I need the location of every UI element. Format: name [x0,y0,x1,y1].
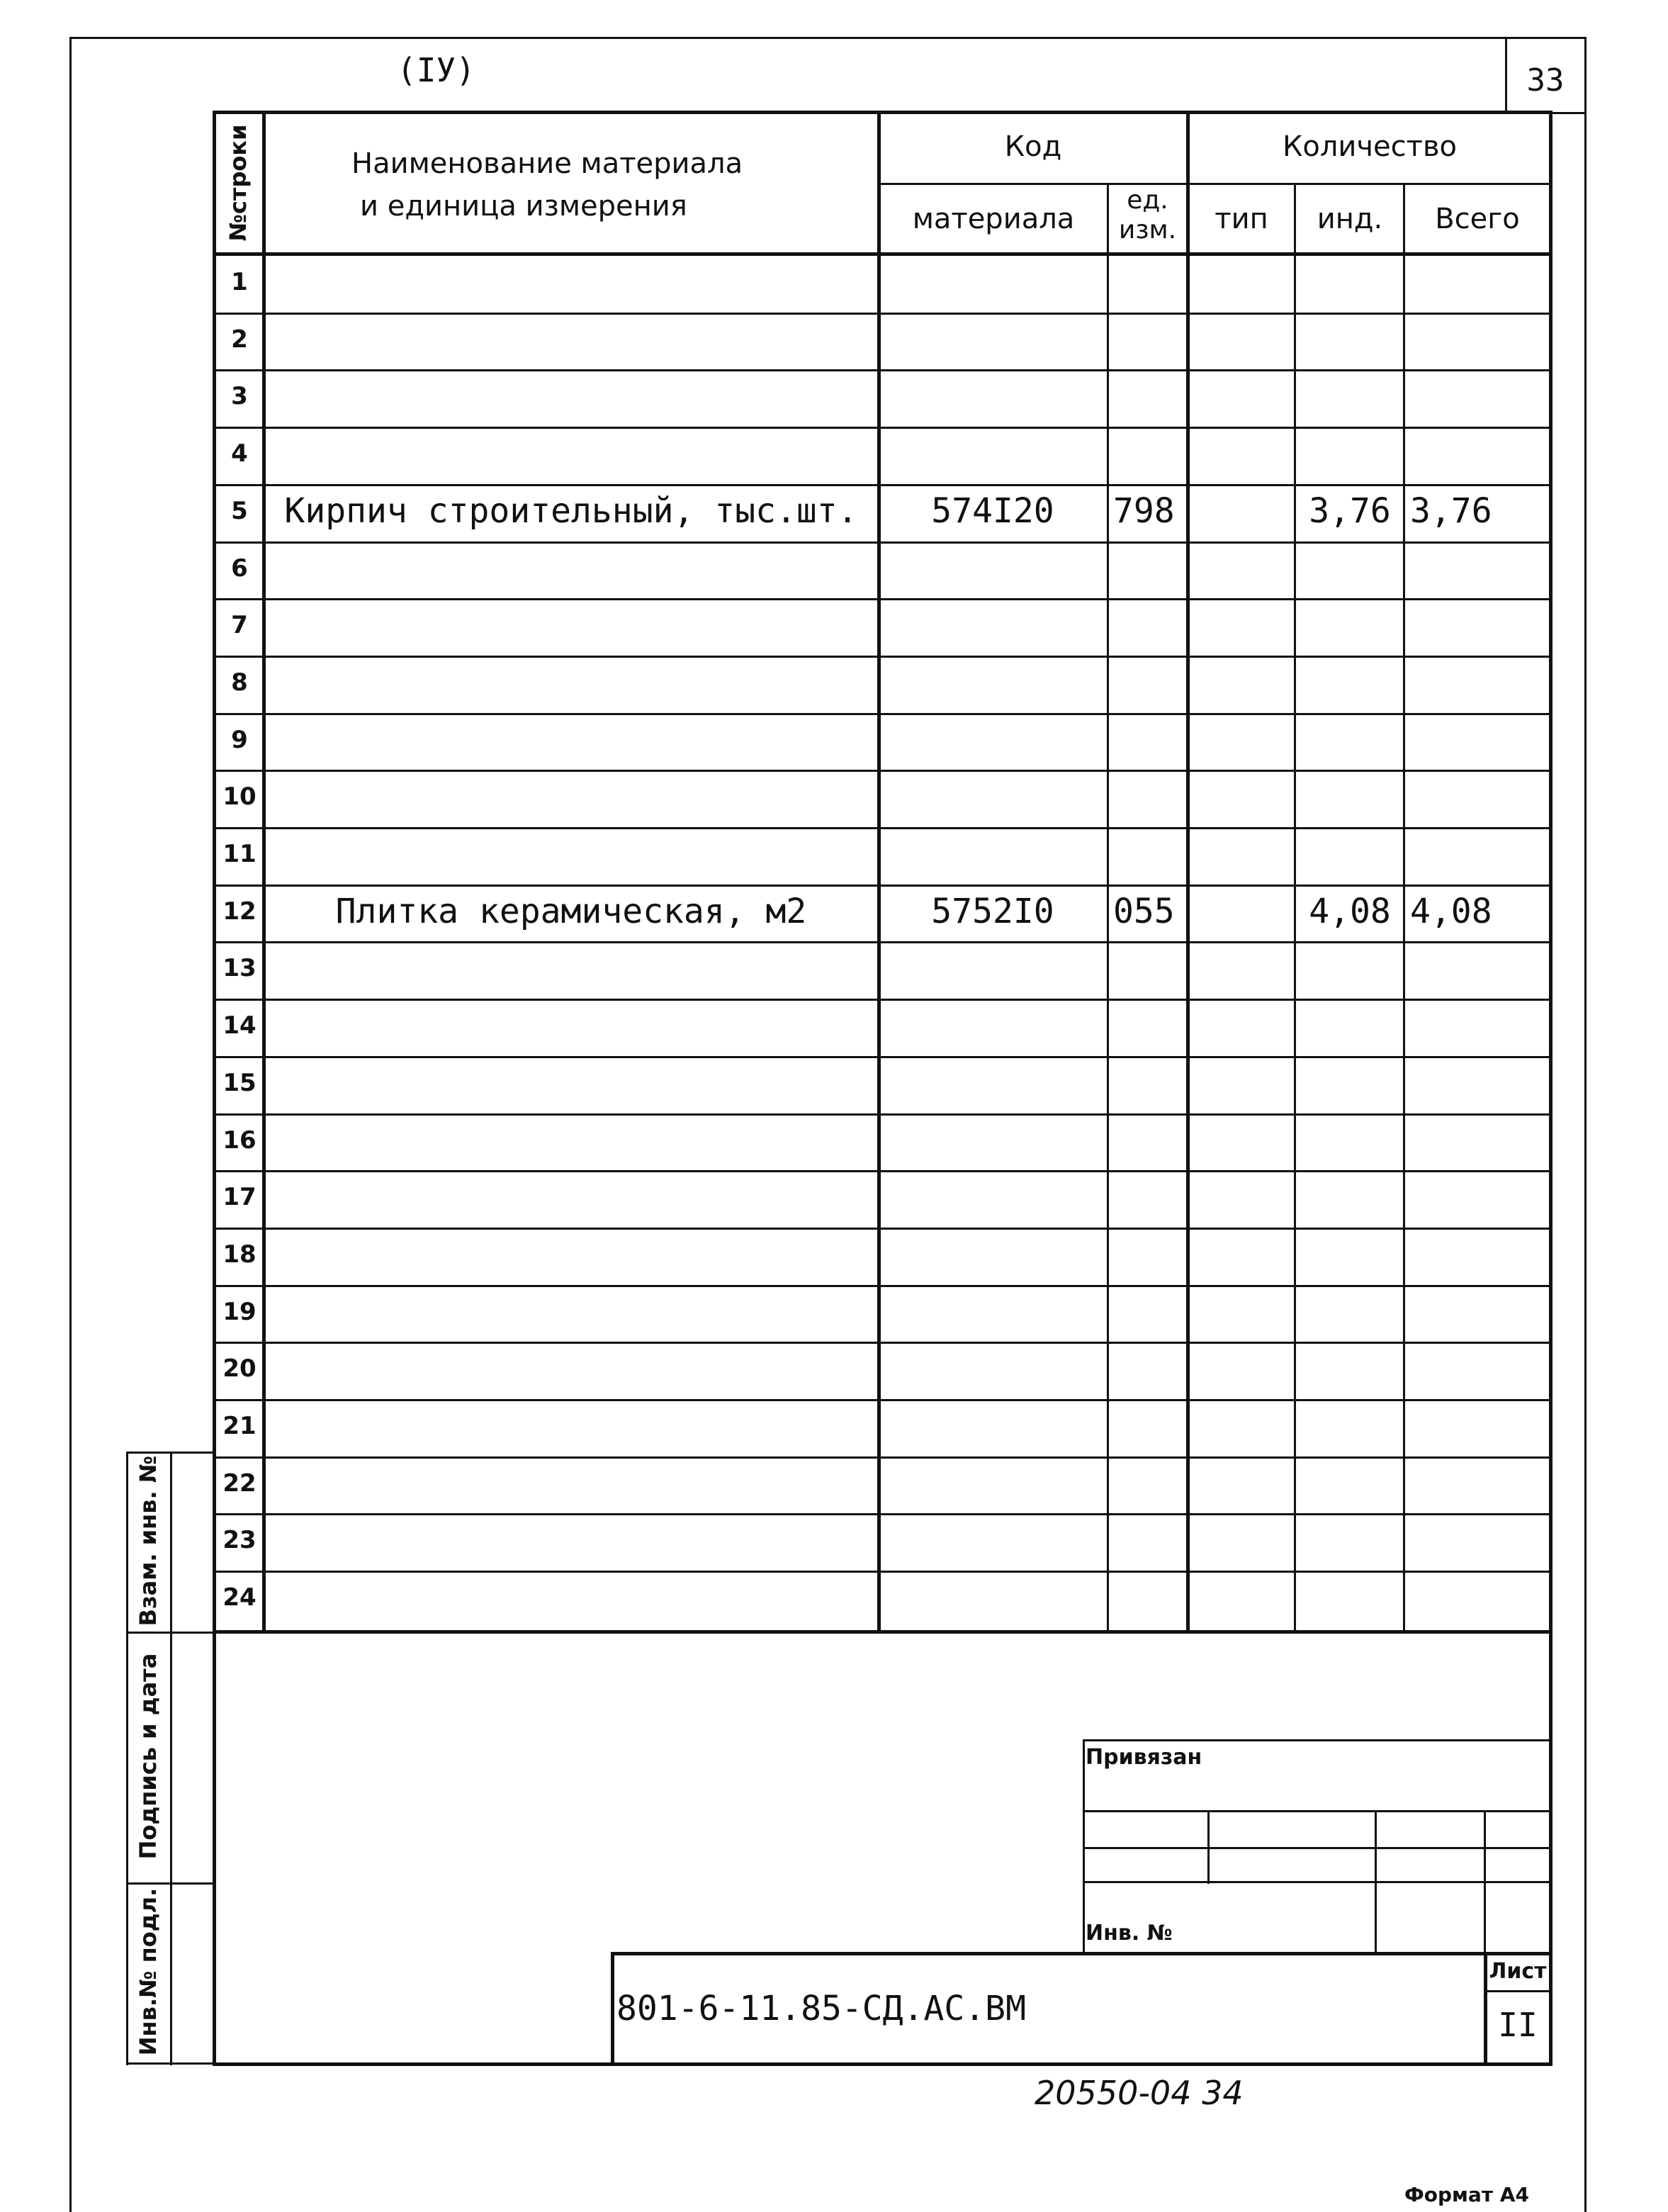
outer-frame-right [1584,37,1587,2212]
row-divider [213,656,1550,658]
row-number: 13 [222,954,257,983]
row-divider [213,1113,1550,1116]
row-divider [213,313,1550,315]
col-line-type-ind [1294,183,1296,1632]
side-stamp-left [126,1452,128,2065]
header-qty-type: тип [1215,203,1268,235]
header-code: Код [1004,130,1062,163]
linked-col-3 [1484,1810,1486,1953]
cell-code: 574I20 [931,490,1054,531]
row-divider [213,941,1550,943]
row-number: 7 [231,611,248,640]
row-number: 9 [231,725,248,754]
cell-name: Плитка керамическая, м2 [335,891,807,931]
header-qty-total: Всего [1435,203,1520,235]
cell-total: 4,08 [1410,891,1492,931]
inner-frame-bottom [213,2062,1553,2066]
row-number: 24 [222,1583,257,1612]
row-number: 18 [222,1240,257,1269]
linked-box-left [1083,1739,1085,1953]
row-divider [213,1399,1550,1401]
row-number: 2 [231,325,248,354]
cell-unit: 055 [1113,891,1175,931]
row-divider [213,1342,1550,1344]
table-bottom-line [213,1630,1550,1634]
row-number: 10 [222,782,257,812]
row-divider [213,1456,1550,1459]
inner-frame-left [213,111,216,2065]
cell-code: 5752I0 [931,891,1054,931]
section-mark: (IУ) [397,51,475,89]
designation-box-top [611,1952,1550,1955]
row-divider [213,770,1550,772]
header-code-material: материала [912,203,1075,235]
sheet-value: II [1498,2006,1538,2044]
side-signature-date: Подпись и дата [135,1653,162,1860]
row-divider [213,541,1550,544]
row-number: 12 [222,897,257,926]
row-divider [213,1571,1550,1573]
header-code-unit-line1: ед. [1127,186,1168,215]
row-divider [213,713,1550,715]
row-number: 6 [231,554,248,583]
sheet-label: Лист [1489,1959,1547,1984]
format-label: Формат А4 [1404,2183,1529,2206]
page-number: 33 [1526,62,1565,99]
row-divider [213,1285,1550,1287]
row-number: 1 [231,268,248,296]
row-number: 5 [231,496,248,525]
row-number: 19 [222,1297,257,1326]
side-stamp-divider [170,1452,172,2065]
row-divider [213,1056,1550,1058]
outer-frame-left [69,37,72,2212]
row-divider [213,1170,1550,1172]
row-number: 23 [222,1526,257,1555]
cell-name: Кирпич строительный, тыс.шт. [284,490,858,531]
header-mid-line [880,183,1550,185]
row-number: 11 [222,840,257,868]
col-line-ind-total [1403,183,1405,1632]
col-line-code-unit [1107,183,1109,1632]
linked-row-line-3 [1083,1881,1550,1883]
row-number: 4 [231,439,248,468]
row-divider [213,369,1550,371]
header-qty-ind: инд. [1317,203,1383,235]
linked-row-line-1 [1083,1810,1550,1812]
header-quantity: Количество [1282,130,1457,163]
row-divider [213,885,1550,887]
cell-unit: 798 [1113,490,1175,531]
row-divider [213,1513,1550,1515]
cell-ind: 3,76 [1309,490,1391,531]
header-code-unit-line2: изм. [1118,215,1177,245]
col-line-name [877,111,881,1632]
designation: 801-6-11.85-СД.АС.ВМ [616,1989,1026,2028]
col-line-rownum [262,111,266,1632]
row-divider [213,1228,1550,1230]
designation-box-left [611,1952,614,2065]
header-bottom-line [213,252,1550,256]
bottom-stamp-number: 20550-04 34 [1035,2074,1244,2112]
row-number: 3 [231,382,248,411]
outer-frame-top [69,37,1586,39]
linked-box-top [1083,1739,1550,1741]
row-number: 16 [222,1125,257,1155]
row-divider [213,827,1550,829]
cell-ind: 4,08 [1309,891,1391,931]
inner-frame-right [1549,111,1553,2065]
header-name-line1: Наименование материала [351,147,743,180]
linked-col-2 [1375,1810,1377,1953]
row-number: 14 [222,1011,257,1040]
row-divider [213,598,1550,600]
inv-no-label: Инв. № [1086,1921,1173,1946]
side-orig-inv: Инв.№ подл. [135,1887,162,2056]
row-number: 22 [222,1469,257,1498]
row-divider [213,484,1550,486]
row-number: 21 [222,1412,257,1440]
sheet-box-divider [1484,1990,1550,1992]
row-divider [213,427,1550,429]
row-number: 17 [222,1183,257,1212]
side-replace-inv: Взам. инв. № [135,1455,162,1627]
linked-col-1 [1207,1810,1210,1884]
row-number: 20 [222,1354,257,1383]
linked-label: Привязан [1086,1745,1202,1770]
header-name-line2: и единица измерения [360,190,687,223]
row-divider [213,999,1550,1001]
inner-frame-top [213,111,1550,114]
linked-row-line-2 [1083,1847,1550,1849]
cell-total: 3,76 [1410,490,1492,531]
header-row-no: №строки [225,124,252,242]
row-number: 15 [222,1068,257,1097]
row-number: 8 [231,668,248,697]
side-stamp-bottom [126,2062,214,2065]
col-line-unit-qty [1186,111,1190,1632]
